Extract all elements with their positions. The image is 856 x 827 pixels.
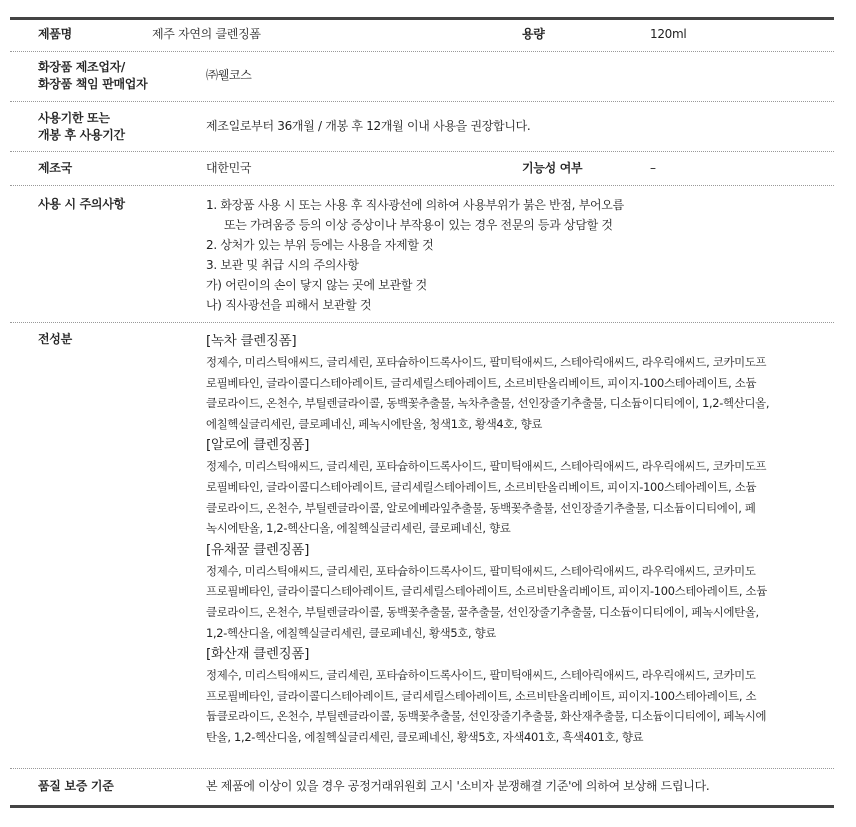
ingredient-line: 1,2-헥산디올, 에칠헥실글리세린, 클로페네신, 황색5호, 향료 xyxy=(206,625,497,640)
table-top-rule xyxy=(10,17,834,20)
ingredient-section xyxy=(206,331,836,434)
ingredients-label: 전성분 xyxy=(38,332,72,346)
country-value: 대한민국 xyxy=(206,161,252,175)
row-divider xyxy=(10,51,834,52)
ingredient-section-title: [유채꿀 클렌징폼] xyxy=(206,541,310,558)
expiry-value: 제조일로부터 36개월 / 개봉 후 12개월 이내 사용을 권장합니다. xyxy=(206,119,531,133)
ingredient-line: 로필베타인, 글라이콜디스테아레이트, 글리세릴스테아레이트, 소르비탄올리베이트, 피이지-100스테아레이트, 소듐 xyxy=(206,375,757,390)
product-name-value: 제주 자연의 클렌징폼 xyxy=(152,27,261,41)
caution-line: 2. 상처가 있는 부위 등에는 사용을 자제할 것 xyxy=(206,238,434,252)
ingredient-line: 프로필베타인, 글라이콜디스테아레이트, 글리세릴스테아레이트, 소르비탄올리베이트, 피이지-100스테아레이트, 소듐 xyxy=(206,584,767,599)
ingredient-line: 정제수, 미리스틱애씨드, 글리세린, 포타슘하이드록사이드, 팔미틱애씨드, 스테아릭애씨드, 라우릭애씨드, 코카미도 xyxy=(206,563,756,578)
ingredient-section-title: [녹차 클렌징폼] xyxy=(206,333,297,349)
caution-line: 3. 보관 및 취급 시의 주의사항 xyxy=(206,258,359,272)
ingredient-line: 클로라이드, 온천수, 부틸렌글라이콜, 동백꽃추출물, 녹차추출물, 선인장줄기추출물, 디소듐이디티에이, 1,2-헥산디올, xyxy=(206,396,770,411)
ingredient-section xyxy=(206,644,836,747)
row-divider xyxy=(10,185,834,186)
table-bottom-rule xyxy=(10,805,834,808)
ingredient-line: 듐클로라이드, 온천수, 부틸렌글라이콜, 동백꽃추출물, 선인장줄기추출물, 화산재추출물, 디소듐이디티에이, 페녹시에 xyxy=(206,709,767,724)
ingredient-line: 에칠헥실글리세린, 클로페네신, 페녹시에탄올, 청색1호, 황색4호, 향료 xyxy=(206,416,543,431)
cautions-label: 사용 시 주의사항 xyxy=(38,197,125,211)
ingredient-line: 클로라이드, 온천수, 부틸렌글라이콜, 동백꽃추출물, 꿀추출물, 선인장줄기추출물, 디소듐이디티에이, 페녹시에탄올, xyxy=(206,604,759,619)
quality-value: 본 제품에 이상이 있을 경우 공정거래위원회 고시 '소비자 분쟁해결 기준'에 의하여 보상해 드립니다. xyxy=(206,779,710,793)
row-divider xyxy=(10,101,834,102)
row-divider xyxy=(10,768,834,769)
maker-value: ㈜웰코스 xyxy=(206,68,252,82)
ingredient-line: 정제수, 미리스틱애씨드, 글리세린, 포타슘하이드록사이드, 팔미틱애씨드, 스테아릭애씨드, 라우릭애씨드, 코카미도프 xyxy=(206,459,767,474)
ingredient-section xyxy=(206,540,836,643)
ingredient-line: 클로라이드, 온천수, 부틸렌글라이콜, 알로에베라잎추출물, 동백꽃추출물, 선인장줄기추출물, 디소듐이디티에이, 페 xyxy=(206,500,756,515)
functional-label: 기능성 여부 xyxy=(522,161,583,175)
row-divider xyxy=(10,151,834,152)
maker-label-line1: 화장품 제조업자/ xyxy=(38,60,126,74)
ingredient-section-title: [화산재 클렌징폼] xyxy=(206,646,310,663)
ingredient-line: 정제수, 미리스틱애씨드, 글리세린, 포타슘하이드록사이드, 팔미틱애씨드, 스테아릭애씨드, 라우릭애씨드, 코카미도 xyxy=(206,668,756,683)
expiry-label-line1: 사용기한 또는 xyxy=(38,111,110,125)
volume-value: 120ml xyxy=(650,27,687,41)
caution-line: 가) 어린이의 손이 닿지 않는 곳에 보관할 것 xyxy=(206,278,427,292)
expiry-label-line2: 개봉 후 사용기간 xyxy=(38,128,125,142)
cautions-list xyxy=(206,195,624,315)
ingredient-line: 로필베타인, 글라이콜디스테아레이트, 글리세릴스테아레이트, 소르비탄올리베이트, 피이지-100스테아레이트, 소듐 xyxy=(206,479,757,494)
quality-label: 품질 보증 기준 xyxy=(38,779,114,793)
ingredient-section xyxy=(206,435,836,538)
product-name-label: 제품명 xyxy=(38,27,72,41)
volume-label: 용량 xyxy=(522,27,545,41)
ingredient-line: 녹시에탄올, 1,2-헥산디올, 에칠헥실글리세린, 클로페네신, 향료 xyxy=(206,521,511,536)
caution-line: 또는 가려움증 등의 이상 증상이나 부작용이 있는 경우 전문의 등과 상담할 것 xyxy=(224,218,613,232)
caution-line: 나) 직사광선을 피해서 보관할 것 xyxy=(206,298,372,312)
ingredient-line: 프로필베타인, 글라이콜디스테아레이트, 글리세릴스테아레이트, 소르비탄올리베이트, 피이지-100스테아레이트, 소 xyxy=(206,688,757,703)
functional-value: – xyxy=(650,161,656,175)
maker-label-line2: 화장품 책임 판매업자 xyxy=(38,77,148,91)
ingredient-section-title: [알로에 클렌징폼] xyxy=(206,437,310,454)
maker-label xyxy=(38,59,147,93)
ingredients-block xyxy=(206,331,836,749)
country-label: 제조국 xyxy=(38,161,72,175)
ingredient-line: 탄올, 1,2-헥산디올, 에칠헥실글리세린, 클로페네신, 황색5호, 자색401호, 흑색401호, 향료 xyxy=(206,729,644,744)
ingredient-line: 정제수, 미리스틱애씨드, 글리세린, 포타슘하이드록사이드, 팔미틱애씨드, 스테아릭애씨드, 라우릭애씨드, 코카미도프 xyxy=(206,355,767,369)
expiry-label xyxy=(38,110,125,144)
row-divider xyxy=(10,322,834,323)
caution-line: 1. 화장품 사용 시 또는 사용 후 직사광선에 의하여 사용부위가 붉은 반점, 부어오름 xyxy=(206,198,624,212)
